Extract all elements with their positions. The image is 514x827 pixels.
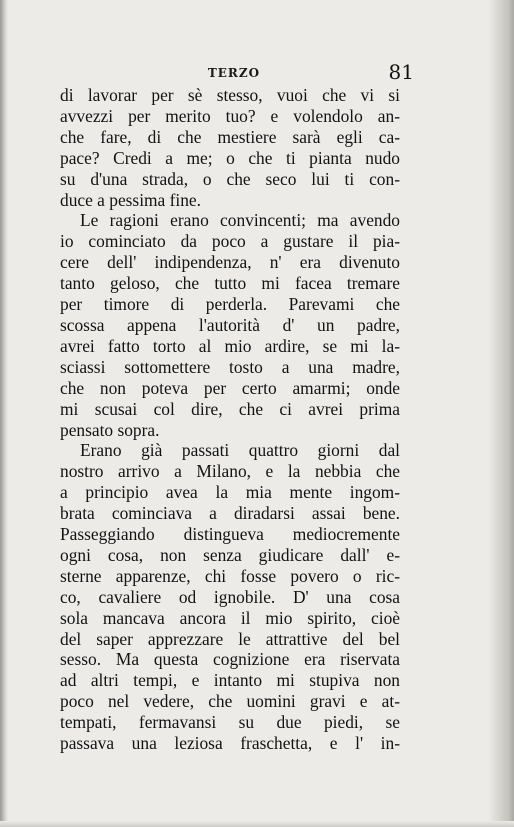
- running-head: TERZO: [207, 66, 261, 80]
- page-number: 81: [388, 60, 414, 84]
- text-line: su d'una strada, o che seco lui ti con-: [60, 168, 400, 189]
- text-line: sterne apparenze, chi fosse povero o ric-: [60, 565, 400, 586]
- page-right-edge: [488, 0, 514, 827]
- text-line: Passeggiando distingueva mediocremente: [60, 524, 400, 545]
- text-line: pace? Credi a me; o che ti pianta nudo: [60, 147, 400, 168]
- text-line: pensato sopra.: [60, 419, 160, 440]
- text-line: di lavorar per sè stesso, vuoi che vi si: [60, 85, 400, 105]
- text-line: duce a pessima fine.: [60, 189, 202, 210]
- page-bottom-edge: [0, 821, 514, 827]
- text-line: brata cominciava a diradarsi assai bene.: [60, 503, 400, 524]
- text-line: avvezzi per merito tuo? e volendolo an-: [60, 105, 400, 126]
- text-line: che non poteva per certo amarmi; onde: [60, 377, 400, 398]
- page-header: [60, 60, 414, 84]
- text-line: tempati, fermavansi su due piedi, se: [60, 712, 400, 733]
- body-text: [60, 85, 400, 754]
- text-line: passava una leziosa fraschetta, e l' in-: [60, 733, 400, 754]
- text-line: del saper apprezzare le attrattive del bel: [60, 628, 400, 649]
- text-line: tanto geloso, che tutto mi facea tremare: [60, 273, 400, 294]
- text-line: poco nel vedere, che uomini gravi e at-: [60, 691, 400, 712]
- page-left-edge: [0, 0, 8, 827]
- text-line: sola mancava ancora il mio spirito, cioè: [60, 607, 400, 628]
- text-line: per timore di perderla. Parevami che: [60, 294, 400, 315]
- text-line: Erano già passati quattro giorni dal: [80, 440, 400, 461]
- text-line: cere dell' indipendenza, n' era divenuto: [60, 252, 400, 273]
- text-line: co, cavaliere od ignobile. D' una cosa: [60, 586, 400, 607]
- text-line: Le ragioni erano convincenti; ma avendo: [80, 210, 400, 231]
- text-line: avrei fatto torto al mio ardire, se mi la-: [60, 335, 400, 356]
- text-line: nostro arrivo a Milano, e la nebbia che: [60, 461, 400, 482]
- text-line: scossa appena l'autorità d' un padre,: [60, 314, 400, 335]
- text-line: mi scusai col dire, che ci avrei prima: [60, 398, 400, 419]
- text-line: che fare, di che mestiere sarà egli ca-: [60, 126, 400, 147]
- text-line: io cominciato da poco a gustare il pia-: [60, 231, 400, 252]
- text-line: ogni cosa, non senza giudicare dall' e-: [60, 544, 400, 565]
- text-line: a principio avea la mia mente ingom-: [60, 482, 400, 503]
- text-line: sesso. Ma questa cognizione era riservata: [60, 649, 400, 670]
- text-line: sciassi sottomettere tosto a una madre,: [60, 356, 400, 377]
- text-line: ad altri tempi, e intanto mi stupiva non: [60, 670, 400, 691]
